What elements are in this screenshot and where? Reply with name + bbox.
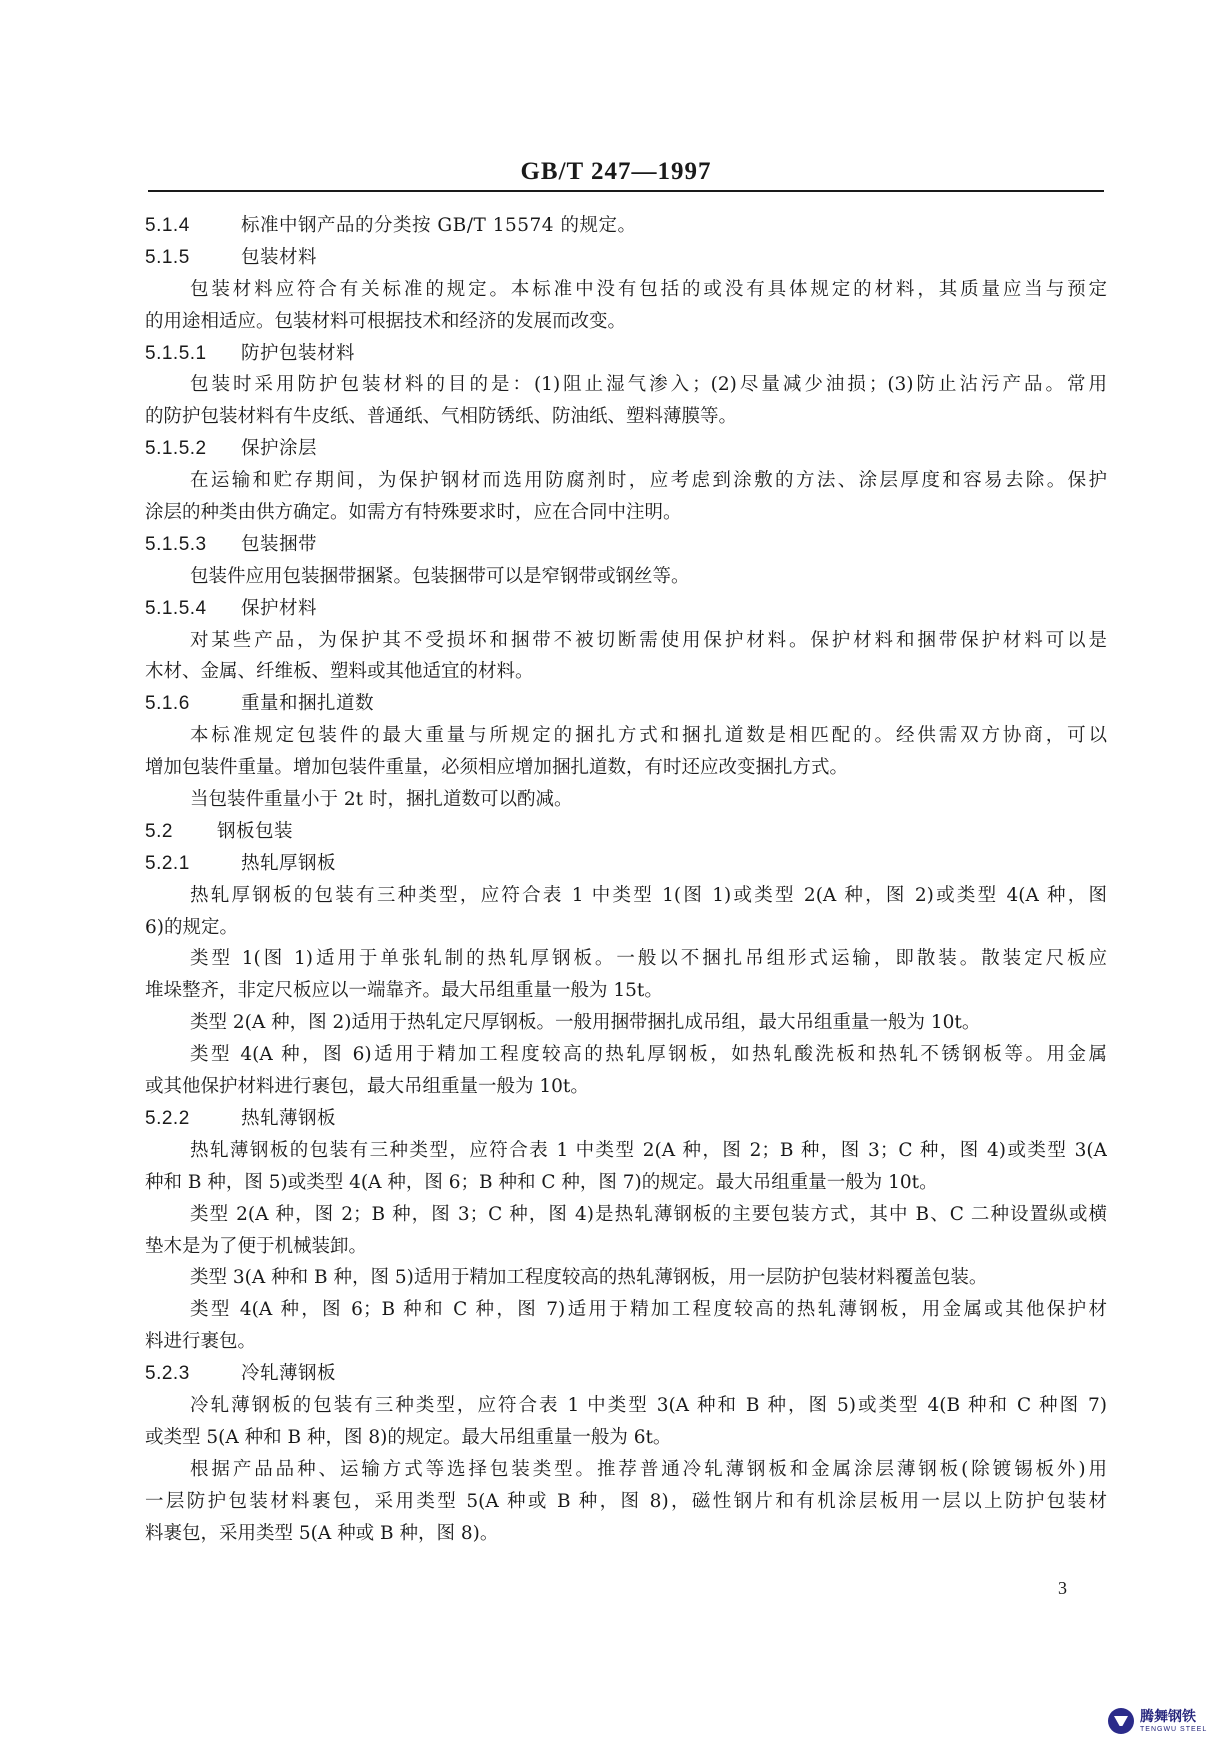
paragraph-line: 6)的规定。 [145, 916, 238, 938]
section-title: 保护涂层 [241, 438, 318, 460]
section-heading [145, 433, 1107, 465]
section-title: 重量和捆扎道数 [241, 693, 375, 715]
section-number: 5.2 [145, 820, 173, 842]
section-heading [145, 529, 1107, 561]
paragraph-line: 热轧厚钢板的包装有三种类型，应符合表 1 中类型 1(图 1)或类型 2(A 种，图 2)或类型 4(A 种，图 [190, 884, 1107, 906]
paragraph-line: 类型 4(A 种，图 6；B 种和 C 种，图 7)适用于精加工程度较高的热轧薄钢板，用金属或其他保护材 [190, 1299, 1107, 1321]
paragraph-line: 垫木是为了便于机械装卸。 [145, 1235, 368, 1257]
section-number: 5.2.2 [145, 1107, 190, 1129]
paragraph-line: 堆垛整齐，非定尺板应以一端靠齐。最大吊组重量一般为 15t。 [145, 980, 663, 1002]
logo-cn: 腾舞钢铁 [1140, 1708, 1196, 1725]
paragraph-line: 包装时采用防护包装材料的目的是：(1)阻止湿气渗入；(2)尽量减少油损；(3)防止沾污产品。常用 [190, 374, 1107, 396]
section-title: 保护材料 [241, 597, 318, 619]
paragraph-line: 包装件应用包装捆带捆紧。包装捆带可以是窄钢带或钢丝等。 [190, 565, 690, 587]
watermark-logo [1108, 1706, 1207, 1736]
section-heading [145, 1103, 1107, 1135]
section-number: 5.2.1 [145, 852, 190, 874]
paragraph-line: 增加包装件重量。增加包装件重量，必须相应增加捆扎道数，有时还应改变捆扎方式。 [145, 757, 849, 779]
section-number: 5.1.5.3 [145, 533, 207, 555]
section-number: 5.1.5.2 [145, 438, 207, 460]
section-title: 热轧薄钢板 [241, 1107, 337, 1129]
section-heading [145, 593, 1107, 625]
paragraph-line: 的用途相适应。包装材料可根据技术和经济的发展而改变。 [145, 310, 627, 332]
section-heading [145, 242, 1107, 274]
section-title: 包装捆带 [241, 533, 318, 555]
section-heading [145, 848, 1107, 880]
section-title: 冷轧薄钢板 [241, 1363, 337, 1385]
section-title: 热轧厚钢板 [241, 852, 337, 874]
section-heading [145, 1358, 1107, 1390]
logo-en: TENGWU STEEL [1140, 1725, 1208, 1733]
section-number: 5.2.3 [145, 1363, 190, 1385]
section-heading [145, 210, 1107, 242]
paragraph-line: 本标准规定包装件的最大重量与所规定的捆扎方式和捆扎道数是相匹配的。经供需双方协商，可以 [190, 725, 1107, 747]
logo-icon [1108, 1708, 1134, 1734]
paragraph-line: 一层防护包装材料裹包，采用类型 5(A 种或 B 种，图 8)，磁性钢片和有机涂层板用一层以上防护包装材 [145, 1490, 1107, 1512]
paragraph-line: 料进行裹包。 [145, 1331, 257, 1353]
paragraph-line: 类型 1(图 1)适用于单张轧制的热轧厚钢板。一般以不捆扎吊组形式运输，即散装。散装定尺板应 [190, 948, 1107, 970]
paragraph-line: 热轧薄钢板的包装有三种类型，应符合表 1 中类型 2(A 种，图 2；B 种，图 3；C 种，图 4)或类型 3(A [190, 1139, 1107, 1161]
paragraph-line: 根据产品品种、运输方式等选择包装类型。推荐普通冷轧薄钢板和金属涂层薄钢板(除镀锡板外)用 [190, 1458, 1107, 1480]
logo-text [1140, 1710, 1207, 1733]
section-number: 5.1.5 [145, 246, 190, 268]
paragraph-line: 的防护包装材料有牛皮纸、普通纸、气相防锈纸、防油纸、塑料薄膜等。 [145, 406, 738, 428]
paragraph-line: 对某些产品，为保护其不受损坏和捆带不被切断需使用保护材料。保护材料和捆带保护材料可以是 [190, 629, 1107, 651]
section-title: 包装材料 [241, 246, 318, 268]
section-number: 5.1.6 [145, 693, 190, 715]
standard-code-header: GB/T 247—1997 [520, 158, 712, 185]
paragraph-line: 包装材料应符合有关标准的规定。本标准中没有包括的或没有具体规定的材料，其质量应当与预定 [190, 278, 1107, 300]
section-heading [145, 338, 1107, 370]
paragraph-line: 当包装件重量小于 2t 时，捆扎道数可以酌减。 [190, 789, 573, 811]
section-heading [145, 688, 1107, 720]
paragraph-line: 料裹包，采用类型 5(A 种或 B 种，图 8)。 [145, 1522, 499, 1544]
paragraph-line: 在运输和贮存期间，为保护钢材而选用防腐剂时，应考虑到涂敷的方法、涂层厚度和容易去除。保护 [190, 470, 1107, 492]
paragraph-line: 或类型 5(A 种和 B 种，图 8)的规定。最大吊组重量一般为 6t。 [145, 1426, 672, 1448]
paragraph-line: 涂层的种类由供方确定。如需方有特殊要求时，应在合同中注明。 [145, 502, 682, 524]
paragraph-line: 类型 2(A 种，图 2)适用于热轧定尺厚钢板。一般用捆带捆扎成吊组，最大吊组重量一般为 10t。 [190, 1012, 981, 1034]
section-number: 5.1.4 [145, 215, 190, 236]
section-title: 防护包装材料 [241, 342, 356, 364]
section-title: 标准中钢产品的分类按 GB/T 15574 的规定。 [241, 215, 637, 236]
paragraph-line: 冷轧薄钢板的包装有三种类型，应符合表 1 中类型 3(A 种和 B 种，图 5)或类型 4(B 种和 C 种图 7) [190, 1394, 1107, 1416]
paragraph-line: 类型 3(A 种和 B 种，图 5)适用于精加工程度较高的热轧薄钢板，用一层防护包装材料覆盖包装。 [190, 1267, 988, 1289]
paragraph-line: 木材、金属、纤维板、塑料或其他适宜的材料。 [145, 661, 534, 683]
page-number: 3 [1058, 1578, 1067, 1598]
paragraph-line: 种和 B 种，图 5)或类型 4(A 种，图 6；B 种和 C 种，图 7)的规定。最大吊组重量一般为 10t。 [145, 1171, 938, 1193]
paragraph-line: 或其他保护材料进行裹包，最大吊组重量一般为 10t。 [145, 1076, 589, 1098]
paragraph-line: 类型 4(A 种，图 6)适用于精加工程度较高的热轧厚钢板，如热轧酸洗板和热轧不锈钢板等。用金属 [190, 1044, 1107, 1066]
section-heading [145, 816, 1107, 848]
section-number: 5.1.5.1 [145, 342, 207, 364]
paragraph-line: 类型 2(A 种，图 2；B 种，图 3；C 种，图 4)是热轧薄钢板的主要包装方式，其中 B、C 二种设置纵或横 [190, 1203, 1107, 1225]
document-body [145, 210, 1107, 1549]
header-rule [148, 190, 1104, 192]
section-number: 5.1.5.4 [145, 597, 207, 619]
section-title: 钢板包装 [217, 820, 294, 842]
